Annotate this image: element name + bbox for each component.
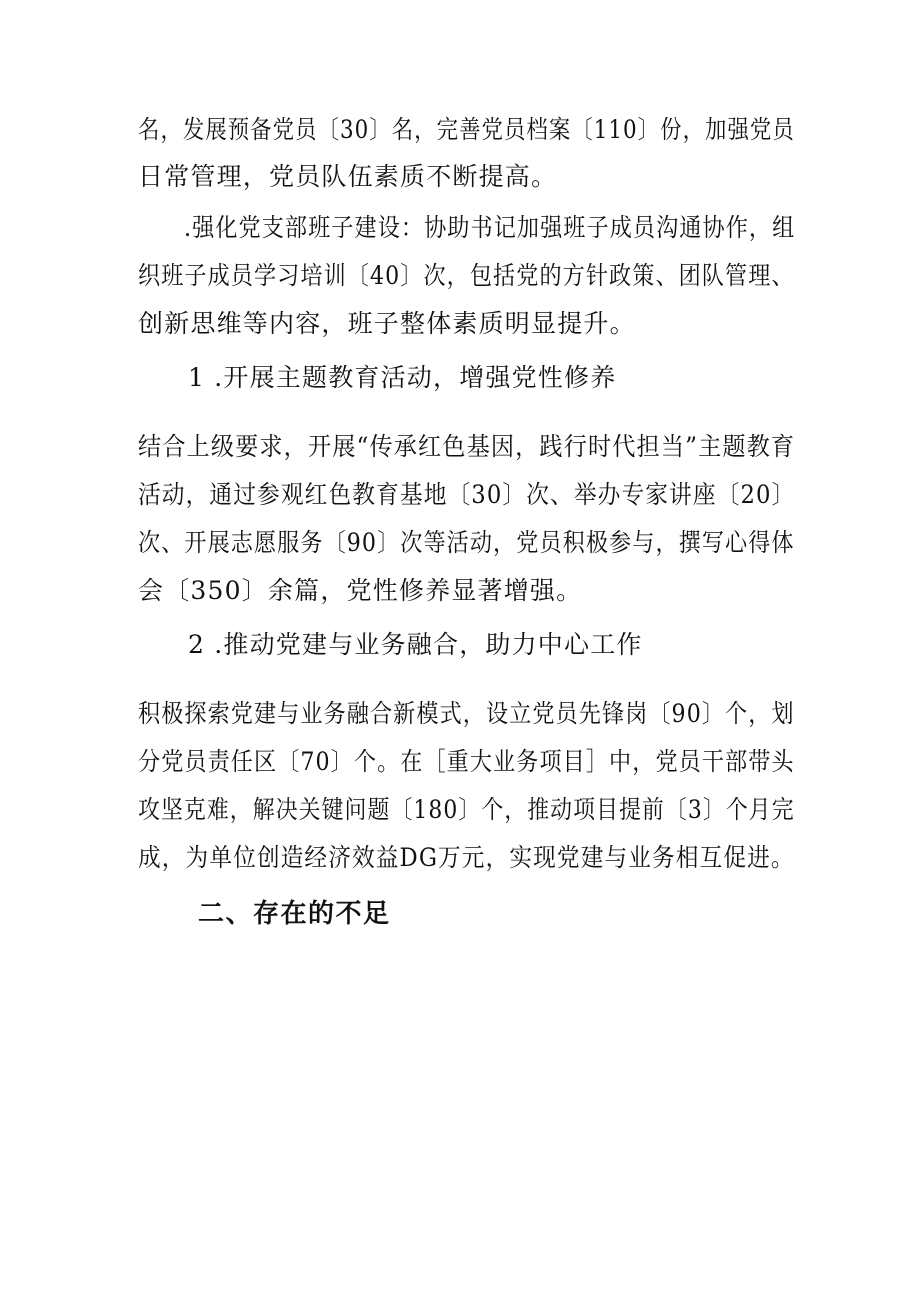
- paragraph3-line1: 结合上级要求，开展“传承红色基因，践行时代担当”主题教育: [138, 432, 796, 461]
- paragraph4-line2: 分党员责任区〔70〕个。在［重大业务项目］中，党员干部带头: [138, 747, 795, 776]
- paragraph4-line1: 积极探索党建与业务融合新模式，设立党员先锋岗〔90〕个，划: [138, 699, 795, 728]
- subheading-2: 2 .推动党建与业务融合，助力中心工作: [188, 630, 643, 659]
- paragraph3-line4: 会〔350〕余篇，党性修养显著增强。: [138, 576, 583, 605]
- paragraph4-line3: 攻坚克难，解决关键问题〔180〕个，推动项目提前〔3〕个月完: [138, 795, 795, 824]
- section-heading-2: 二、存在的不足: [198, 899, 391, 929]
- paragraph1-line1: 名，发展预备党员〔30〕名，完善党员档案〔110〕份，加强党员: [138, 115, 795, 144]
- paragraph3-line3: 次、开展志愿服务〔90〕次等活动，党员积极参与，撰写心得体: [138, 528, 795, 557]
- subheading-1: 1 .开展主题教育活动，增强党性修养: [188, 363, 617, 392]
- paragraph2-line1: .强化党支部班子建设：协助书记加强班子成员沟通协作，组: [184, 213, 796, 242]
- paragraph2-line2: 织班子成员学习培训〔40〕次，包括党的方针政策、团队管理、: [138, 261, 795, 290]
- paragraph4-line4: 成，为单位创造经济效益DG万元，实现党建与业务相互促进。: [138, 843, 795, 872]
- paragraph3-line2: 活动，通过参观红色教育基地〔30〕次、举办专家讲座〔20〕: [138, 480, 796, 509]
- paragraph1-line2: 日常管理，党员队伍素质不断提高。: [138, 162, 558, 191]
- paragraph2-line3: 创新思维等内容，班子整体素质明显提升。: [138, 309, 636, 338]
